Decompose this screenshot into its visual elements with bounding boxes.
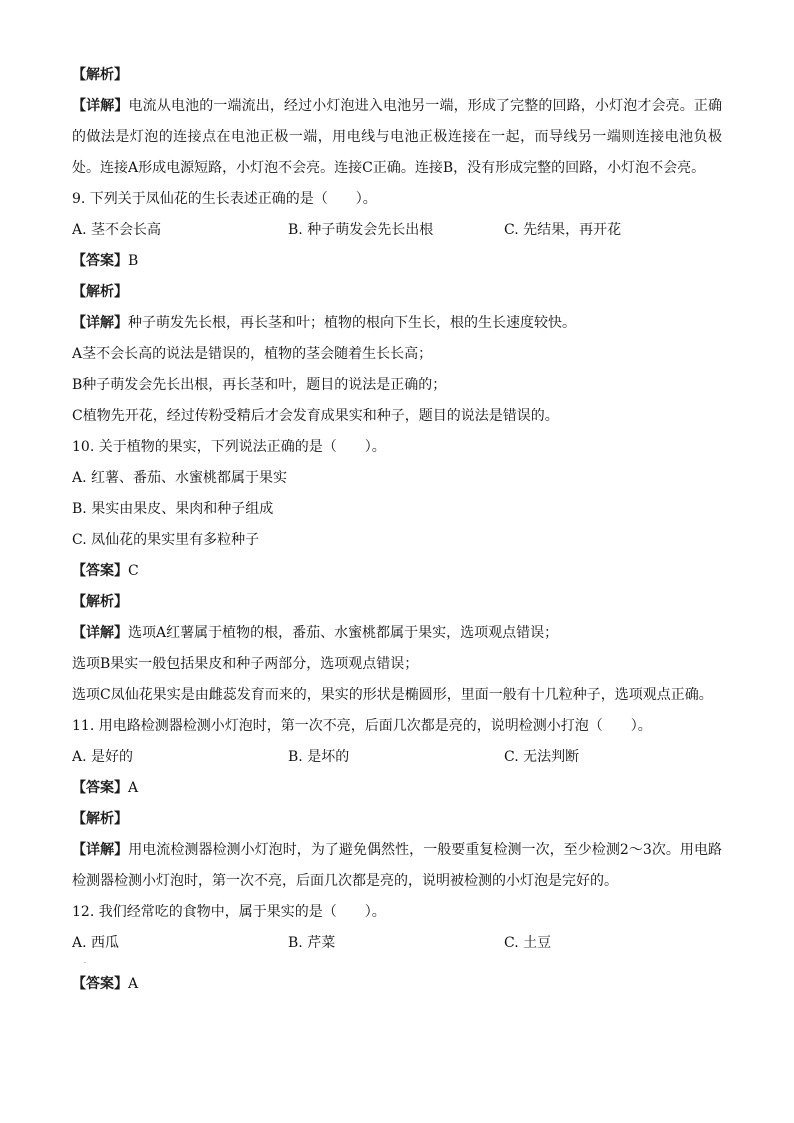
answer-10: 【答案】C: [72, 563, 139, 579]
option-a: A. 红薯、番茄、水蜜桃都属于果实: [72, 470, 288, 486]
answer-value: C: [128, 563, 139, 579]
detail-text: 用电流检测器检测小灯泡时，为了避免偶然性，一般要重复检测一次，至少检测2～3次。用电路检测器检测小灯泡时，第一次不亮，后面几次都是亮的，说明被检测的小灯泡是完好的。: [72, 842, 723, 889]
detail-note: B种子萌发会先长出根，再长茎和叶，题目的说法是正确的；: [72, 377, 447, 393]
question-12-options: [72, 928, 722, 959]
analysis-heading: 【解析】: [72, 67, 128, 83]
detail-paragraph: 【详解】种子萌发先长根，再长茎和叶；植物的根向下生长，根的生长速度较快。: [72, 315, 576, 331]
detail-note: 选项C凤仙花果实是由雌蕊发育而来的，果实的形状是椭圆形，里面一般有十几粒种子，选项观点正确。: [72, 687, 713, 703]
detail-note: C植物先开花，经过传粉受精后才会发育成果实和种子，题目的说法是错误的。: [72, 408, 559, 424]
question-10: 10. 关于植物的果实，下列说法正确的是（ ）。: [72, 439, 386, 455]
option-a: A. 是好的: [72, 749, 134, 765]
answer-value: A: [128, 976, 139, 992]
option-c: C. 土豆: [504, 935, 552, 951]
answer-11: 【答案】A: [72, 780, 139, 796]
answer-12: 【答案】A: [72, 976, 139, 992]
detail-text: 种子萌发先长根，再长茎和叶；植物的根向下生长，根的生长速度较快。: [128, 315, 576, 331]
answer-value: B: [128, 253, 139, 269]
question-12: 12. 我们经常吃的食物中，属于果实的是（ ）。: [72, 904, 386, 920]
option-b: B. 是坏的: [288, 749, 350, 765]
answer-9: 【答案】B: [72, 253, 139, 269]
question-9-options: [72, 215, 722, 246]
answer-value: A: [128, 780, 139, 796]
question-11: 11. 用电路检测器检测小灯泡时，第一次不亮，后面几次都是亮的，说明检测小打泡（ ）。: [72, 718, 652, 734]
option-b: B. 芹菜: [288, 935, 336, 951]
analysis-heading: 【解析】: [72, 284, 128, 300]
stray-mark: .: [84, 958, 86, 965]
detail-paragraph: 【详解】选项A红薯属于植物的根，番茄、水蜜桃都属于果实，选项观点错误；: [72, 625, 559, 641]
detail-text: 电流从电池的一端流出，经过小灯泡进入电池另一端，形成了完整的回路，小灯泡才会亮。正确的做法是灯泡的连接点在电池正极一端，用电线与电池正极连接在一起，而导线另一端则连接电池负极处。连接A形成电源短路，小灯泡不会亮。连接C正确。连接B，没有形成完整的回路，小灯泡不会亮。: [72, 98, 723, 176]
detail-note: A茎不会长高的说法是错误的，植物的茎会随着生长长高；: [72, 346, 433, 362]
detail-paragraph: 【详解】电流从电池的一端流出，经过小灯泡进入电池另一端，形成了完整的回路，小灯泡才会亮。正确的做法是灯泡的连接点在电池正极一端，用电线与电池正极连接在一起，而导线另一端则连接电池负极处。连接A形成电源短路，小灯泡不会亮。连接C正确。连接B，没有形成完整的回路，小灯泡不会亮。: [72, 98, 723, 176]
detail-note: 选项B果实一般包括果皮和种子两部分，选项观点错误；: [72, 656, 419, 672]
option-a: A. 茎不会长高: [72, 222, 162, 238]
analysis-heading: 【解析】: [72, 811, 128, 827]
question-11-options: [72, 742, 722, 773]
option-b: B. 种子萌发会先长出根: [288, 222, 434, 238]
question-9: 9. 下列关于凤仙花的生长表述正确的是（ ）。: [72, 191, 377, 207]
detail-text: 选项A红薯属于植物的根，番茄、水蜜桃都属于果实，选项观点错误；: [128, 625, 559, 641]
option-c: C. 凤仙花的果实里有多粒种子: [72, 532, 260, 548]
detail-paragraph: 【详解】用电流检测器检测小灯泡时，为了避免偶然性，一般要重复检测一次，至少检测2～3次。用电路检测器检测小灯泡时，第一次不亮，后面几次都是亮的，说明被检测的小灯泡是完好的。: [72, 842, 723, 889]
option-b: B. 果实由果皮、果肉和种子组成: [72, 501, 274, 517]
option-a: A. 西瓜: [72, 935, 120, 951]
option-c: C. 先结果，再开花: [504, 222, 622, 238]
option-c: C. 无法判断: [504, 749, 580, 765]
document-page: [72, 60, 722, 1000]
analysis-heading: 【解析】: [72, 594, 128, 610]
